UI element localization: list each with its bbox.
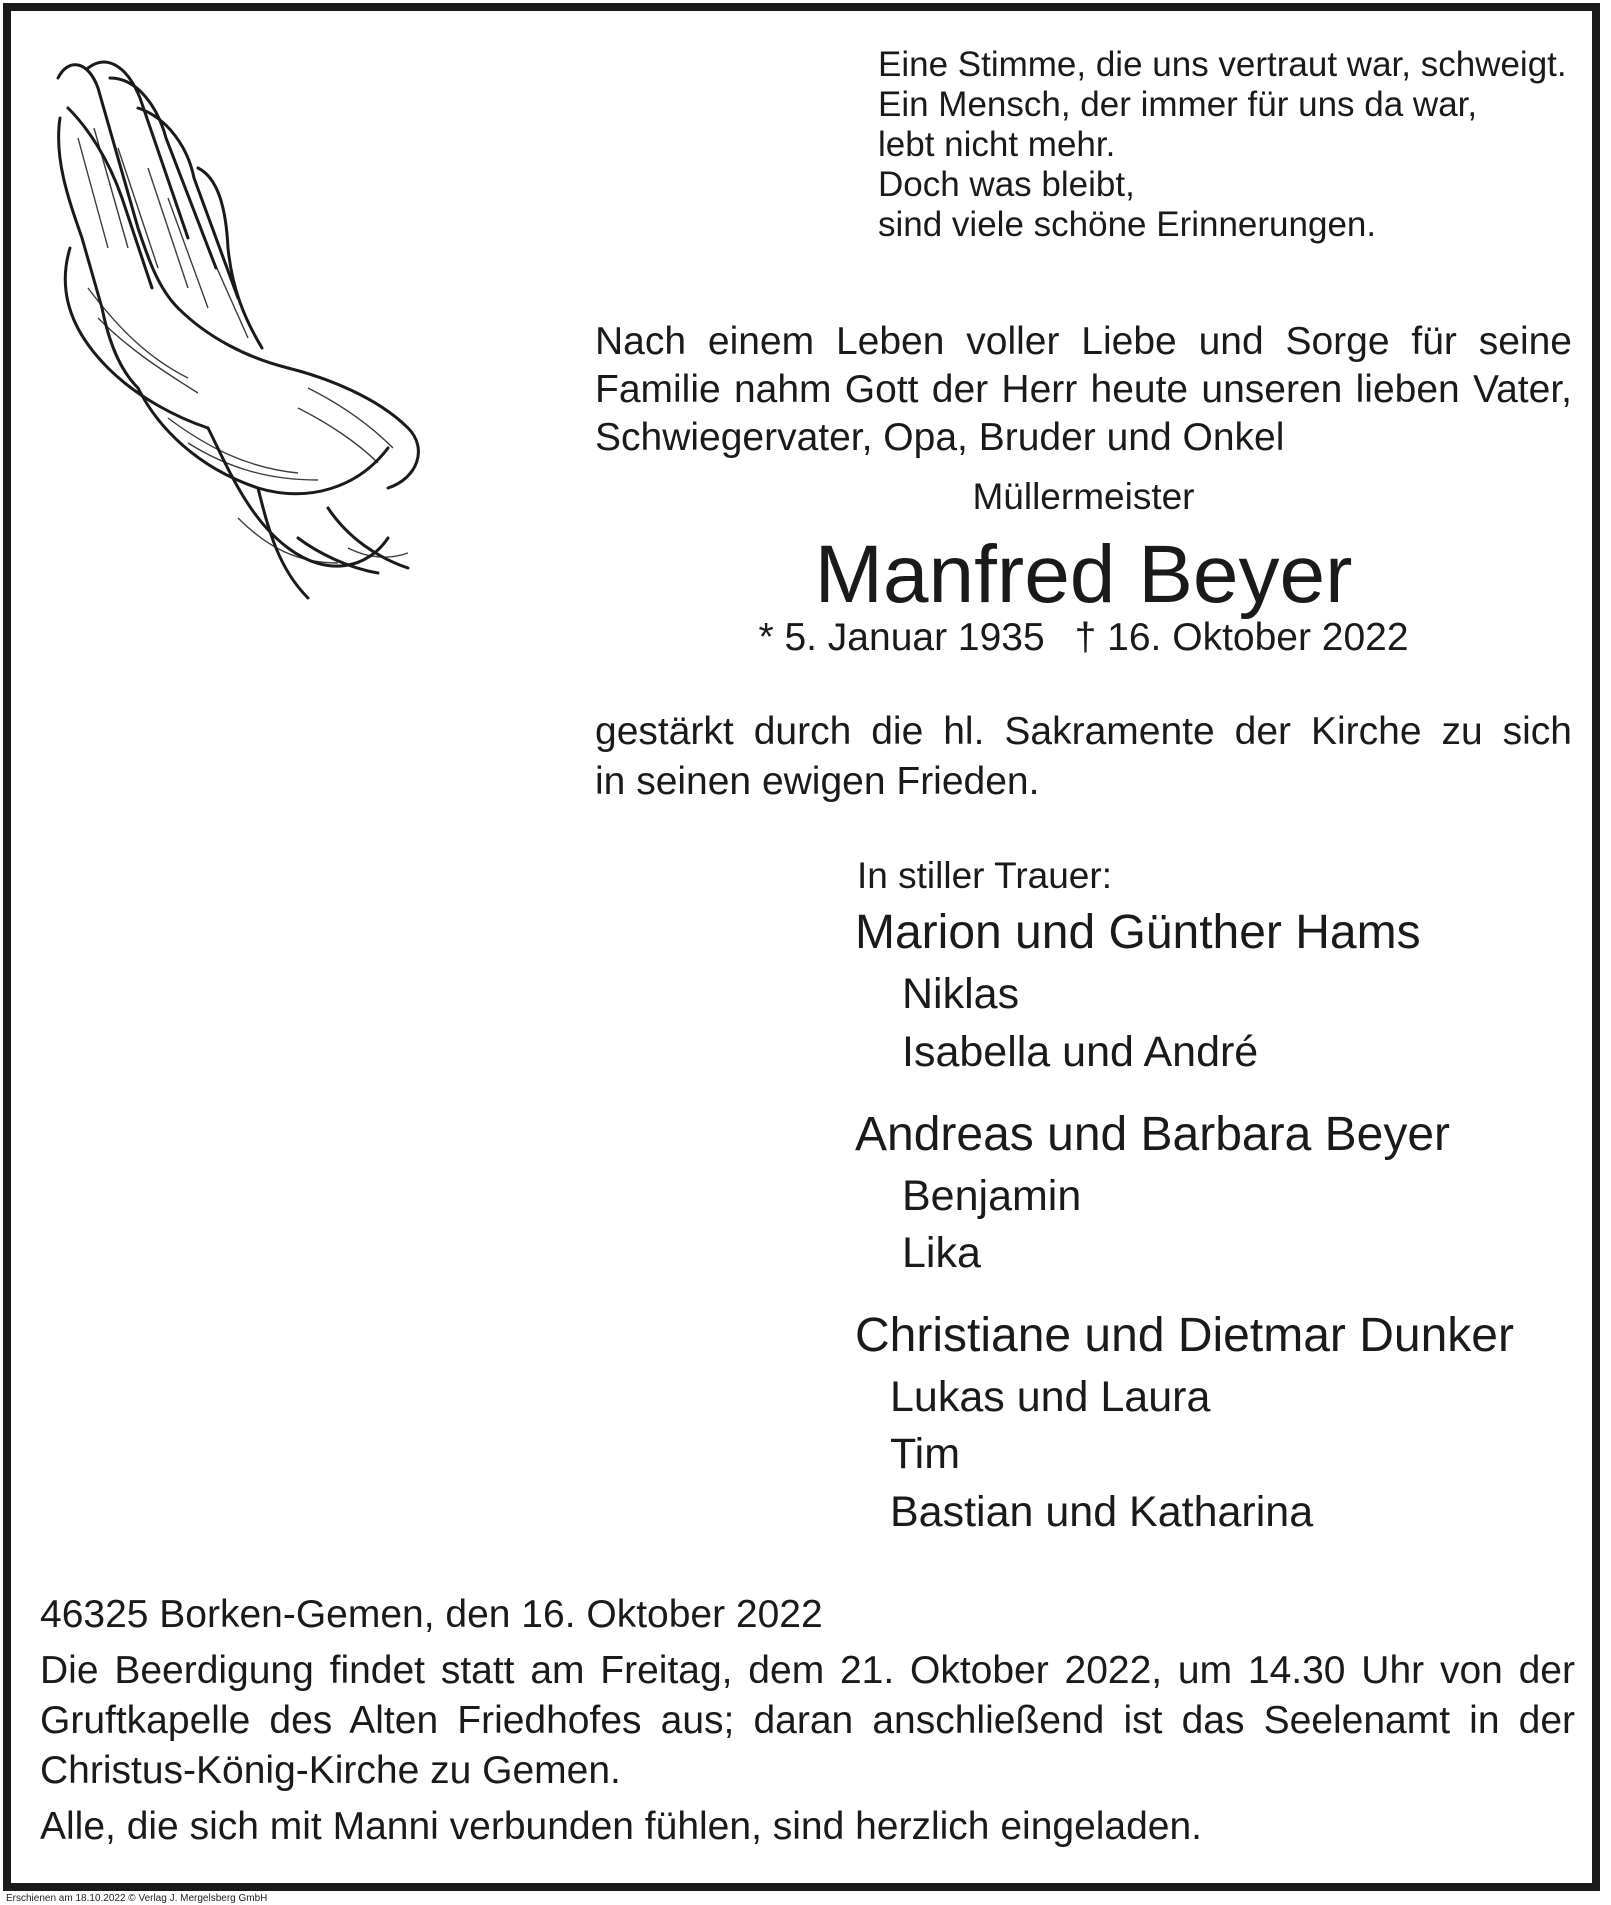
poem-line: Doch was bleibt, — [878, 165, 1135, 204]
place-date: 46325 Borken-Gemen, den 16. Oktober 2022 — [40, 1593, 823, 1636]
poem — [878, 45, 1567, 245]
intro-paragraph — [595, 318, 1572, 462]
poem-line: sind viele schöne Erinnerungen. — [878, 205, 1377, 244]
family-child: Isabella und André — [902, 1028, 1259, 1076]
funeral-line: Christus-König-Kirche zu Gemen. — [40, 1749, 621, 1792]
family-child: Bastian und Katharina — [890, 1488, 1314, 1536]
mourners-label: In stiller Trauer: — [857, 855, 1112, 896]
deceased-dates — [595, 616, 1572, 660]
closing-paragraph — [595, 707, 1572, 807]
funeral-details — [40, 1646, 1575, 1796]
family-child: Niklas — [902, 970, 1020, 1018]
family-name: Marion und Günther Hams — [855, 906, 1421, 959]
invitation: Alle, die sich mit Manni verbunden fühlen, sind herzlich eingeladen. — [40, 1805, 1203, 1848]
family-child: Tim — [890, 1430, 961, 1478]
funeral-line: Gruftkapelle des Alten Friedhofes aus; daran anschließend ist das Seelenamt in der — [40, 1699, 1575, 1742]
family-name: Andreas und Barbara Beyer — [855, 1108, 1451, 1161]
deceased-profession: Müllermeister — [972, 476, 1195, 517]
closing-line: in seinen ewigen Frieden. — [595, 760, 1040, 803]
birth-date: * 5. Januar 1935 — [758, 616, 1045, 659]
family-child: Lukas und Laura — [890, 1373, 1211, 1421]
footer — [40, 1590, 1575, 1852]
poem-line: lebt nicht mehr. — [878, 125, 1116, 164]
family-name: Christiane und Dietmar Dunker — [855, 1309, 1514, 1362]
family-child: Benjamin — [902, 1172, 1082, 1220]
funeral-line: Die Beerdigung findet statt am Freitag, dem 21. Oktober 2022, um 14.30 Uhr von der — [40, 1649, 1575, 1692]
intro-line: Schwiegervater, Opa, Bruder und Onkel — [595, 416, 1285, 459]
poem-line: Eine Stimme, die uns vertraut war, schweigt. — [878, 45, 1567, 84]
publication-credit: Erschienen am 18.10.2022 © Verlag J. Mergelsberg GmbH — [6, 1893, 268, 1904]
praying-hands-icon — [48, 48, 428, 616]
poem-line: Ein Mensch, der immer für uns da war, — [878, 85, 1478, 124]
intro-line: Familie nahm Gott der Herr heute unseren lieben Vater, — [595, 368, 1572, 411]
intro-line: Nach einem Leben voller Liebe und Sorge für seine — [595, 320, 1572, 363]
closing-line: gestärkt durch die hl. Sakramente der Kirche zu sich — [595, 710, 1572, 753]
death-date: † 16. Oktober 2022 — [1074, 616, 1409, 659]
family-child: Lika — [902, 1229, 981, 1277]
deceased-name: Manfred Beyer — [814, 529, 1353, 620]
